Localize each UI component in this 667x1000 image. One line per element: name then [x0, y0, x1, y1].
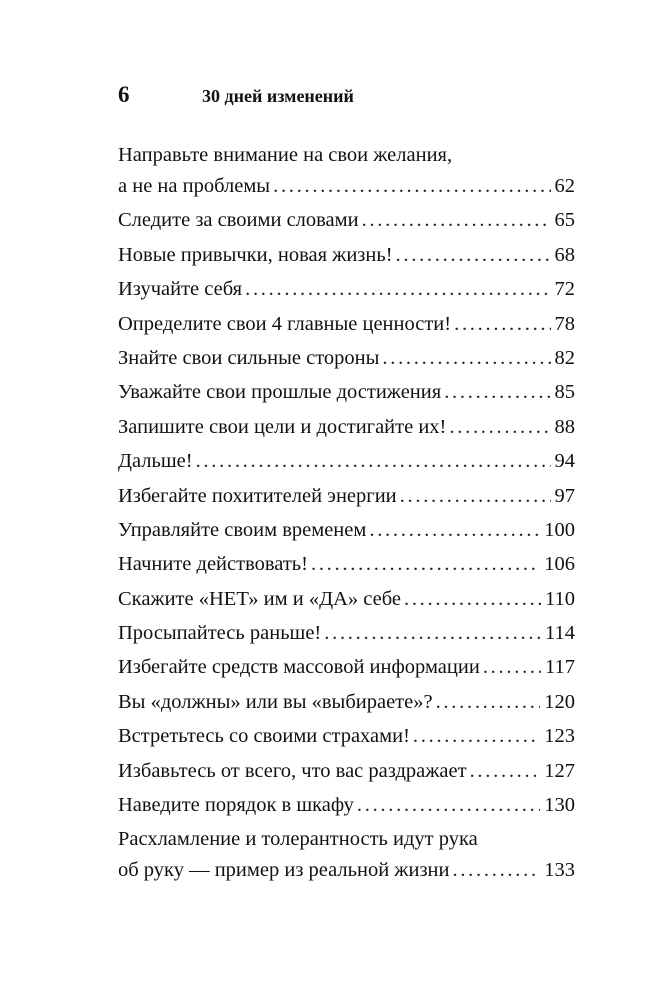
toc-entry [118, 756, 575, 787]
toc-entry-title-line1: Направьте внимание на свои желания, [118, 144, 453, 166]
toc-entry-page-number: 120 [544, 690, 575, 713]
toc-entry-row [118, 855, 575, 886]
dot-leader [400, 481, 551, 512]
toc-entry-page-number: 123 [544, 725, 575, 748]
toc-entry-row [118, 687, 575, 718]
toc-entry-title: Избегайте похитителей энергии [118, 484, 397, 507]
toc-entry-title: Избегайте средств массовой информации [118, 656, 480, 679]
toc-entry-page-number: 78 [554, 312, 575, 335]
toc-entry [118, 790, 575, 821]
toc-entry [118, 309, 575, 340]
toc-entry-row [118, 412, 575, 443]
toc-entry-row [118, 205, 575, 236]
toc-entry-row [118, 549, 575, 580]
toc-entry [118, 721, 575, 752]
toc-entry-page-number: 110 [545, 587, 575, 610]
dot-leader [357, 790, 540, 821]
toc-entry [118, 584, 575, 615]
toc-entry [118, 274, 575, 305]
running-header [118, 80, 575, 112]
dot-leader [483, 652, 541, 683]
toc-entry-row [118, 274, 575, 305]
toc-entry-row [118, 446, 575, 477]
dot-leader [369, 515, 540, 546]
dot-leader [444, 377, 550, 408]
toc-entry-page-number: 100 [544, 518, 575, 541]
page-number: 6 [118, 82, 130, 107]
toc-entry [118, 618, 575, 649]
toc-entry-title: Управляйте своим временем [118, 518, 367, 541]
toc-entry-page-number: 133 [544, 859, 575, 882]
dot-leader [404, 584, 541, 615]
toc-entry-page-number: 114 [545, 622, 575, 645]
toc-entry-title: Запишите свои цели и достигайте их! [118, 415, 447, 438]
toc-entry-page-number: 127 [544, 759, 575, 782]
dot-leader [273, 171, 550, 202]
toc-entry-page-number: 72 [554, 278, 575, 301]
toc-entry-row [118, 171, 575, 202]
toc-entry-row [118, 377, 575, 408]
toc-entry-row [118, 584, 575, 615]
toc-entry-title: Уважайте свои прошлые достижения [118, 381, 442, 404]
toc-entry-title: Знайте свои сильные стороны [118, 346, 380, 369]
toc-entry-title: Определите свои 4 главные ценности! [118, 312, 452, 335]
toc-entry-page-number: 106 [544, 553, 575, 576]
toc-entry [118, 549, 575, 580]
toc-entry [118, 446, 575, 477]
toc-entry-row [118, 756, 575, 787]
toc-entry [118, 140, 575, 202]
toc-entry-page-number: 130 [544, 794, 575, 817]
toc-entry-row [118, 515, 575, 546]
book-title: 30 дней изменений [202, 86, 354, 106]
toc-entry-title: Скажите «НЕТ» им и «ДА» себе [118, 587, 401, 610]
toc-entry-row [118, 790, 575, 821]
toc-entry-page-number: 94 [554, 450, 575, 473]
toc-entry-row [118, 309, 575, 340]
toc-entry [118, 343, 575, 374]
toc-entry-page-number: 62 [554, 175, 575, 197]
toc-entry [118, 205, 575, 236]
toc-entry-title: Следите за своими словами [118, 209, 359, 232]
toc-entry-title: Избавьтесь от всего, что вас раздражает [118, 759, 467, 782]
dot-leader [396, 240, 551, 271]
toc-entry-title-line1: Расхламление и толерантность идут рука [118, 828, 478, 851]
toc-entry-page-number: 82 [554, 346, 575, 369]
toc-entry-row [118, 343, 575, 374]
toc-entry-title: об руку — пример из реальной жизни [118, 859, 450, 882]
toc-entry-title: Изучайте себя [118, 278, 243, 301]
toc-entry [118, 687, 575, 718]
toc-entry [118, 515, 575, 546]
dot-leader [196, 446, 551, 477]
toc-entry-page-number: 85 [554, 381, 575, 404]
toc-entry-title: Начните действовать! [118, 553, 308, 576]
dot-leader [449, 412, 550, 443]
toc-entry-title: Вы «должны» или вы «выбираете»? [118, 690, 433, 713]
toc-entry [118, 240, 575, 271]
table-of-contents [118, 140, 575, 890]
dot-leader [470, 756, 541, 787]
dot-leader [382, 343, 550, 374]
toc-entry-page-number: 117 [545, 656, 575, 679]
toc-entry [118, 412, 575, 443]
toc-entry-page-number: 68 [554, 243, 575, 266]
toc-entry-title: Просыпайтесь раньше! [118, 622, 322, 645]
toc-entry-row [118, 652, 575, 683]
dot-leader [362, 205, 551, 236]
toc-entry-title: Дальше! [118, 450, 193, 473]
toc-entry-title: Наведите порядок в шкафу [118, 794, 354, 817]
toc-entry-page-number: 97 [554, 484, 575, 507]
toc-entry [118, 652, 575, 683]
dot-leader [454, 309, 550, 340]
dot-leader [311, 549, 540, 580]
toc-entry-row [118, 618, 575, 649]
toc-entry-row [118, 481, 575, 512]
toc-entry-page-number: 88 [554, 415, 575, 438]
dot-leader [452, 855, 540, 886]
toc-entry-title: Новые привычки, новая жизнь! [118, 243, 393, 266]
toc-entry-title: Встретьтесь со своими страхами! [118, 725, 410, 748]
toc-entry [118, 824, 575, 886]
dot-leader [436, 687, 541, 718]
toc-entry-row [118, 721, 575, 752]
dot-leader [413, 721, 540, 752]
toc-entry-title: а не на проблемы [118, 175, 271, 197]
toc-entry-row [118, 240, 575, 271]
toc-entry-page-number: 65 [554, 209, 575, 232]
dot-leader [245, 274, 550, 305]
toc-entry [118, 481, 575, 512]
toc-entry [118, 377, 575, 408]
dot-leader [324, 618, 541, 649]
